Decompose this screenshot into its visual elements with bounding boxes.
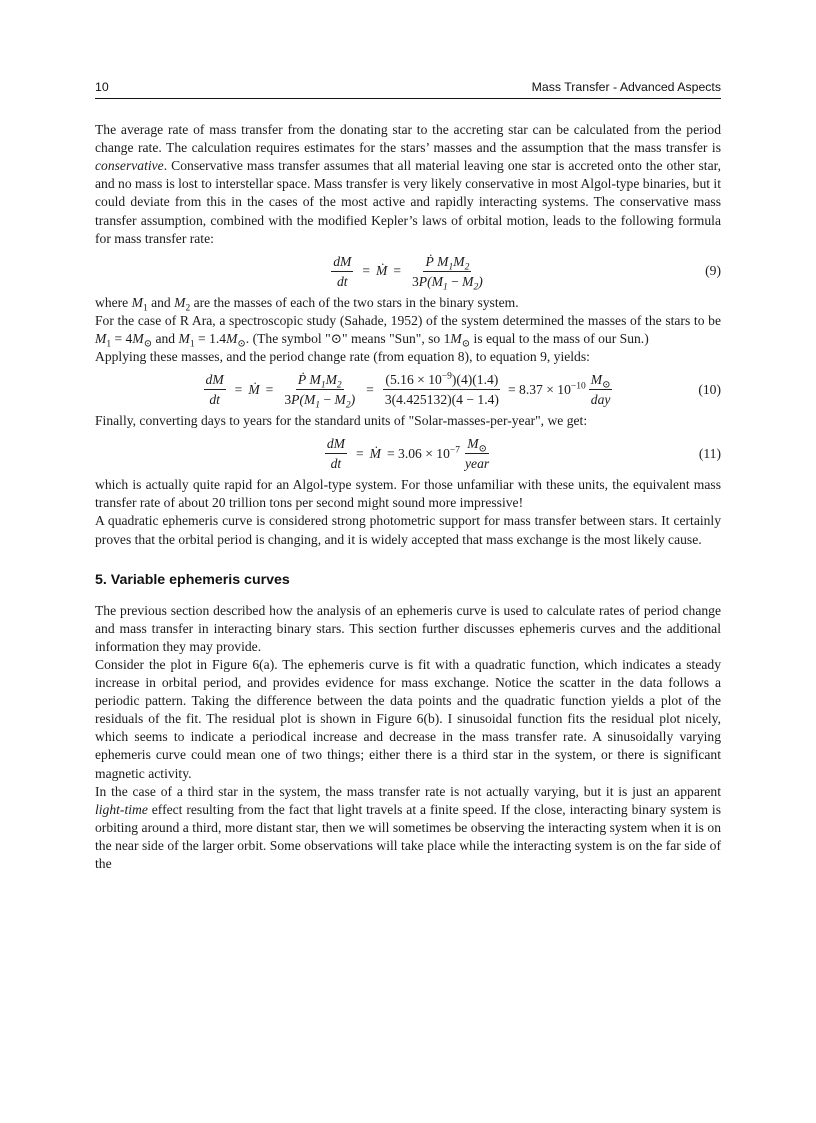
paragraph-quadratic-ephemeris: A quadratic ephemeris curve is considered strong photometric support for mass transfer between stars. It certainly proves that the orbital period is changing, and it is widely accepted that mass exchange is the most likely cause.	[95, 513, 721, 547]
page-number: 10	[95, 80, 109, 94]
running-title: Mass Transfer - Advanced Aspects	[531, 80, 721, 94]
equation-10-number: (10)	[698, 381, 721, 397]
paragraph-figure-6: Consider the plot in Figure 6(a). The ephemeris curve is fit with a quadratic function, which indicates a steady increase in orbital period, and provides evidence for mass exchange. Notice the scatter in the data follows a periodic pattern. Taking the difference between the data points and the quadratic function yields a plot of the residuals of the fit. The residual plot is shown in Figure 6(b). I sinusoidal function fits the residual plot nicely, which seems to indicate a periodical increase and decrease in the mass transfer rate. A sinusoidally varying ephemeris curve could mean one of two things; either there is a third star in the system, or there is significant magnetic activity.	[95, 656, 721, 781]
equation-10: $\frac{dM}{dt}$ = Ṁ = $\frac{Ṗ M_1M_2}{3P(M_1 - M_2)}$ = $\frac{(5.16 \times 10^{-9})(4)(1.4)}{3(4.425132)(4 - 1.4)}$ = $8.37 \times 10^{-10}$ $\frac{M_⊙}{\text{day}}$ (10)	[205, 371, 721, 411]
page	[95, 78, 721, 873]
emphasis-light-time: light-time	[95, 801, 148, 817]
paragraph-converting: Finally, converting days to years for the standard units of "Solar-masses-per-year", we get:	[95, 413, 588, 429]
equation-9-number: (9)	[705, 263, 721, 279]
paragraph-mass-transfer-intro: The average rate of mass transfer from the donating star to the accreting star can be calculated from the period change rate. The calculation requires estimates for the stars’ masses and the assumption that the mass transfer is conservative. Conservative mass transfer assumes that all material leaving one star is accreted onto the other star, and no mass is lost to interstellar space. Mass transfer is very likely conservative in most Algol-type binaries, but it could deviate from this in the cases of the most active and rapidly interacting systems. The conservative mass transfer assumption, combined with the modified Kepler’s laws of orbital motion, leads to the following formula for mass transfer rate:	[95, 122, 721, 246]
paragraph-third-star: In the case of a third star in the system, the mass transfer rate is not actually varying, but it is just an apparent light-time effect resulting from the fact that light travels at a finite speed. If the close, interacting binary system is orbiting around a third, more distant star, then we will sometimes be observing the interacting system when it is on the near side of the larger orbit. Some observations will take place while the interacting system is on the far side of the	[95, 783, 721, 871]
equation-9: $\frac{dM}{dt}$ = Ṁ = $\frac{Ṗ M_1M_2}{3P(M_1 - M_2)}$ (9)	[333, 253, 721, 293]
paragraph-masses: where $M_1$ and $M_2$ are the masses of each of the two stars in the binary system.	[95, 294, 519, 314]
paragraph-previous-section: The previous section described how the analysis of an ephemeris curve is used to calculate rates of period change and mass transfer in interacting binary stars. This section further discusses ephemeris curves and the additional information they may provide.	[95, 602, 721, 654]
paragraph-r-ara: For the case of R Ara, a spectroscopic study (Sahade, 1952) of the system determined the masses of the stars to be $M_1 = 4M_⊙$ and $M_1 = 1.4M_⊙$. (The symbol "⊙" means "Sun", so $1M_⊙$ is equal to the mass of our Sun.)	[95, 312, 721, 350]
section-title: 5. Variable ephemeris curves	[95, 571, 290, 588]
paragraph-applying: Applying these masses, and the period change rate (from equation 8), to equation 9, yields:	[95, 349, 590, 365]
equation-11: $\frac{dM}{dt}$ = Ṁ = $3.06 \times 10^{-7}$ $\frac{M_⊙}{\text{year}}$ (11)	[326, 436, 721, 472]
running-header	[95, 78, 721, 99]
paragraph-rapid: which is actually quite rapid for an Algol-type system. For those unfamiliar with these units, the equivalent mass transfer rate of about 20 trillion tons per second might sound more impressive!	[95, 477, 721, 511]
equation-11-number: (11)	[698, 445, 721, 461]
emphasis-conservative: conservative	[95, 158, 164, 174]
